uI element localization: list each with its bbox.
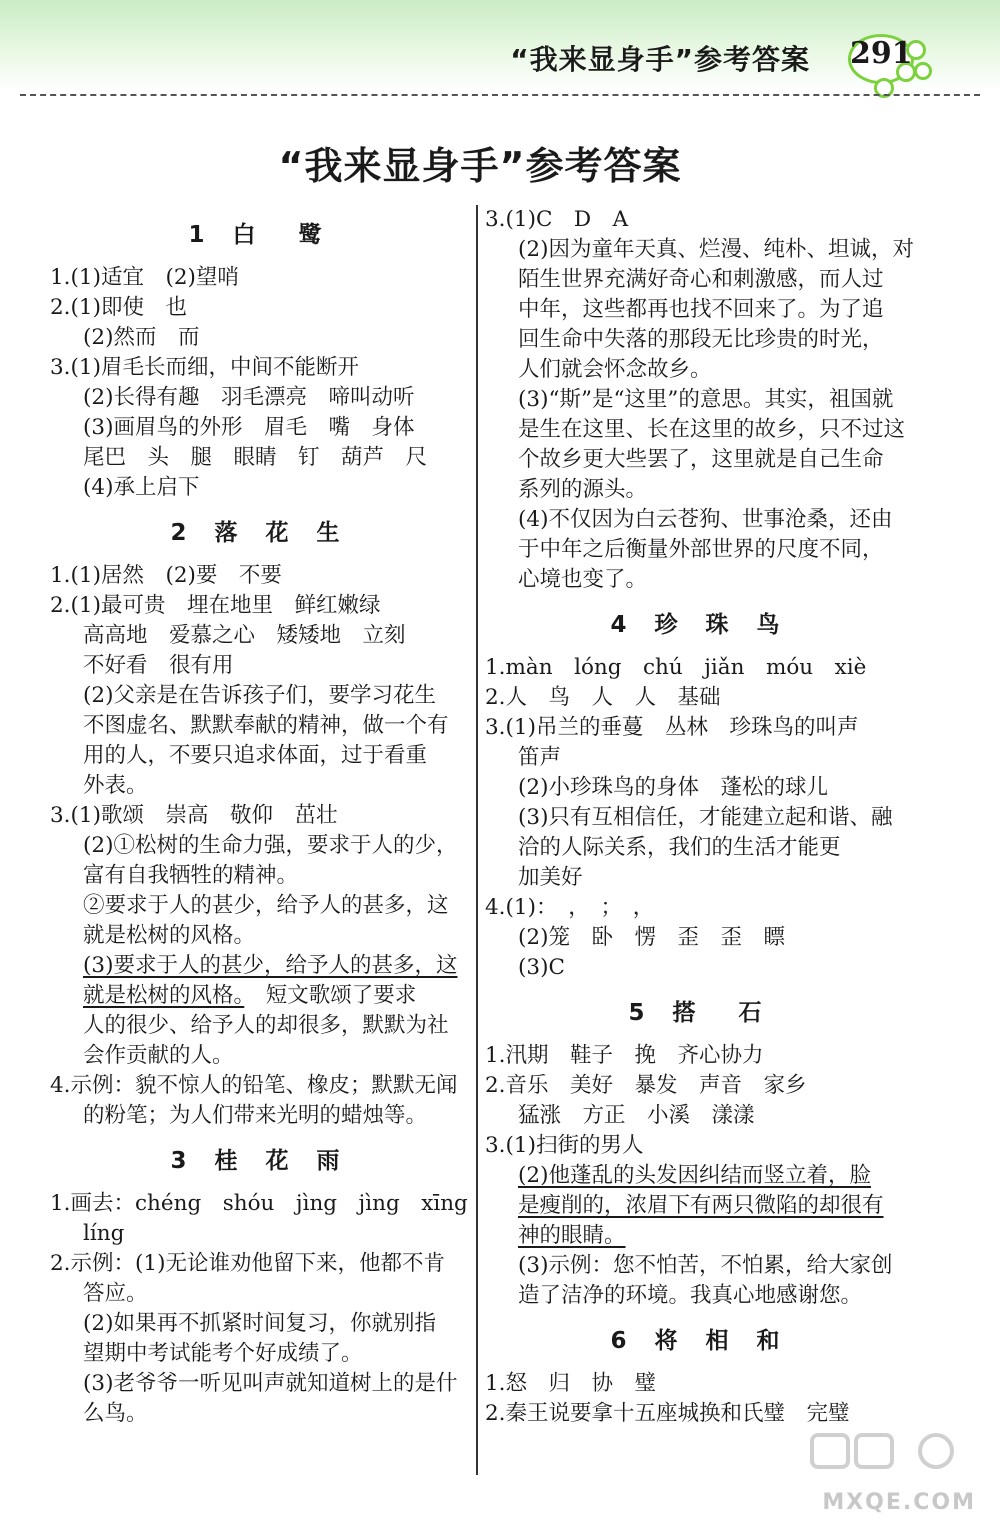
right-column	[485, 205, 915, 1429]
answer-line: (2)笼 卧 愣 歪 歪 瞟	[518, 925, 785, 950]
answer-line: 会作贡献的人。	[83, 1043, 234, 1068]
answer-line: 望期中考试能考个好成绩了。	[83, 1341, 363, 1366]
answer-line: 2.(1)即使 也	[50, 295, 187, 320]
left-column	[50, 205, 470, 1429]
answer-line: 人们就会怀念故乡。	[518, 357, 712, 382]
page-title: “我来显身手”参考答案	[278, 144, 682, 188]
answer-line: 的粉笔；为人们带来光明的蜡烛等。	[83, 1103, 428, 1128]
answer-line: 系列的源头。	[518, 477, 648, 502]
answer-line: 陌生世界充满好奇心和刺激感，而人过	[518, 267, 884, 292]
answer-line: 答应。	[83, 1281, 148, 1306]
answer-line: (2)然而 而	[83, 325, 200, 350]
answer-line: 4.(1)： ， ； ，	[485, 895, 655, 920]
answer-line: 3.(1)歌颂 崇高 敬仰 茁壮	[50, 803, 338, 828]
answer-line: (3)只有互相信任，才能建立起和谐、融	[518, 805, 893, 830]
section-heading: 3 桂 花 雨	[170, 1148, 350, 1174]
answer-line: (3)C	[518, 955, 565, 980]
answer-line: (4)不仅因为白云苍狗、世事沧桑，还由	[518, 507, 893, 532]
section-heading: 1 白 鹭	[188, 222, 332, 248]
column-divider	[476, 205, 478, 1475]
answer-line: 3.(1)眉毛长而细，中间不能断开	[50, 355, 359, 380]
answer-line: 2.示例：(1)无论谁劝他留下来，他都不肯	[50, 1251, 445, 1276]
answer-line: 就是松树的风格。 短文歌颂了要求	[83, 983, 417, 1008]
answer-line: 加美好	[518, 865, 583, 890]
section-heading: 4 珍 珠 鸟	[610, 612, 790, 638]
answer-line: 回生命中失落的那段无比珍贵的时光，	[518, 327, 884, 352]
answer-line: 高高地 爱慕之心 矮矮地 立刻	[83, 623, 406, 648]
answer-line: 3.(1)扫街的男人	[485, 1133, 644, 1158]
answer-line: 于中年之后衡量外部世界的尺度不同，	[518, 537, 884, 562]
answer-line: 神的眼睛。	[518, 1223, 626, 1248]
answer-line: (3)示例：您不怕苦，不怕累，给大家创	[518, 1253, 893, 1278]
answer-line: 尾巴 头 腿 眼睛 钉 葫芦 尺	[83, 445, 428, 470]
answer-line: (3)“斯”是“这里”的意思。其实，祖国就	[518, 387, 894, 412]
answer-line: (2)父亲是在告诉孩子们，要学习花生	[83, 683, 436, 708]
answer-line: (3)画眉鸟的外形 眉毛 嘴 身体	[83, 415, 415, 440]
answer-line: 不图虚名、默默奉献的精神，做一个有	[83, 713, 449, 738]
answer-line: 人的很少、给予人的却很多，默默为社	[83, 1013, 449, 1038]
answer-line: líng	[83, 1221, 125, 1246]
answer-line: (2)长得有趣 羽毛漂亮 啼叫动听	[83, 385, 415, 410]
answer-line: 4.示例：貌不惊人的铅笔、橡皮；默默无闻	[50, 1073, 458, 1098]
answer-line: (3)老爷爷一听见叫声就知道树上的是什	[83, 1371, 458, 1396]
answer-line: 中年，这些都再也找不回来了。为了追	[518, 297, 884, 322]
answer-line: 是生在这里、长在这里的故乡，只不过这	[518, 417, 906, 442]
section-heading: 2 落 花 生	[170, 520, 350, 546]
answer-line: 1.màn lóng chú jiǎn móu xiè	[485, 655, 867, 680]
watermark-logo	[808, 1431, 978, 1493]
answer-line: 1.(1)居然 (2)要 不要	[50, 563, 282, 588]
answer-line: (4)承上启下	[83, 475, 200, 500]
answer-line: (2)①松树的生命力强，要求于人的少，	[83, 833, 458, 858]
answer-line: 2.人 鸟 人 人 基础	[485, 685, 721, 710]
answer-line: 是瘦削的，浓眉下有两只微陷的却很有	[518, 1193, 884, 1218]
answer-line: 猛涨 方正 小溪 漾漾	[518, 1103, 755, 1128]
watermark-text: MXQE.COM	[822, 1490, 976, 1515]
answer-line: 1.画去：chéng shóu jìng jìng xīng	[50, 1191, 468, 1216]
section-heading: 6 将 相 和	[610, 1328, 790, 1354]
answer-line: 3.(1)C D A	[485, 207, 629, 232]
watermark-logo-icon	[808, 1431, 978, 1471]
answer-line: (2)因为童年天真、烂漫、纯朴、坦诚，对	[518, 237, 914, 262]
page-number: 291	[850, 36, 913, 71]
answer-line: 1.(1)适宜 (2)望哨	[50, 265, 239, 290]
answer-line: 1.怒 归 协 璧	[485, 1371, 657, 1396]
answer-line: 洽的人际关系，我们的生活才能更	[518, 835, 841, 860]
answer-line: (3)要求于人的甚少，给予人的甚多，这	[83, 953, 458, 978]
answer-line: 不好看 很有用	[83, 653, 234, 678]
answer-line: (2)他蓬乱的头发因纠结而竖立着，脸	[518, 1163, 871, 1188]
answer-line: 2.秦王说要拿十五座城换和氏璧 完璧	[485, 1401, 850, 1426]
answer-line: 2.(1)最可贵 埋在地里 鲜红嫩绿	[50, 593, 381, 618]
section-heading: 5 搭 石	[628, 1000, 772, 1026]
answer-line: ②要求于人的甚少，给予人的甚多，这	[83, 893, 449, 918]
answer-line: 就是松树的风格。	[83, 923, 256, 948]
answer-line: 么鸟。	[83, 1401, 148, 1426]
answer-line: 造了洁净的环境。我真心地感谢您。	[518, 1283, 863, 1308]
answer-line: 富有自我牺牲的精神。	[83, 863, 299, 888]
answer-line: 心境也变了。	[518, 567, 648, 592]
answer-line: 3.(1)吊兰的垂蔓 丛林 珍珠鸟的叫声	[485, 715, 859, 740]
answer-line: 外表。	[83, 773, 148, 798]
running-head: “我来显身手”参考答案	[510, 43, 810, 76]
answer-line: 笛声	[518, 745, 562, 770]
answer-line: 1.汛期 鞋子 挽 齐心协力	[485, 1043, 764, 1068]
header-divider	[20, 94, 980, 96]
answer-line: 个故乡更大些罢了，这里就是自己生命	[518, 447, 884, 472]
answer-line: 2.音乐 美好 暴发 声音 家乡	[485, 1073, 807, 1098]
answer-line: (2)小珍珠鸟的身体 蓬松的球儿	[518, 775, 828, 800]
answer-line: 用的人，不要只追求体面，过于看重	[83, 743, 428, 768]
answer-line: (2)如果再不抓紧时间复习，你就别指	[83, 1311, 436, 1336]
